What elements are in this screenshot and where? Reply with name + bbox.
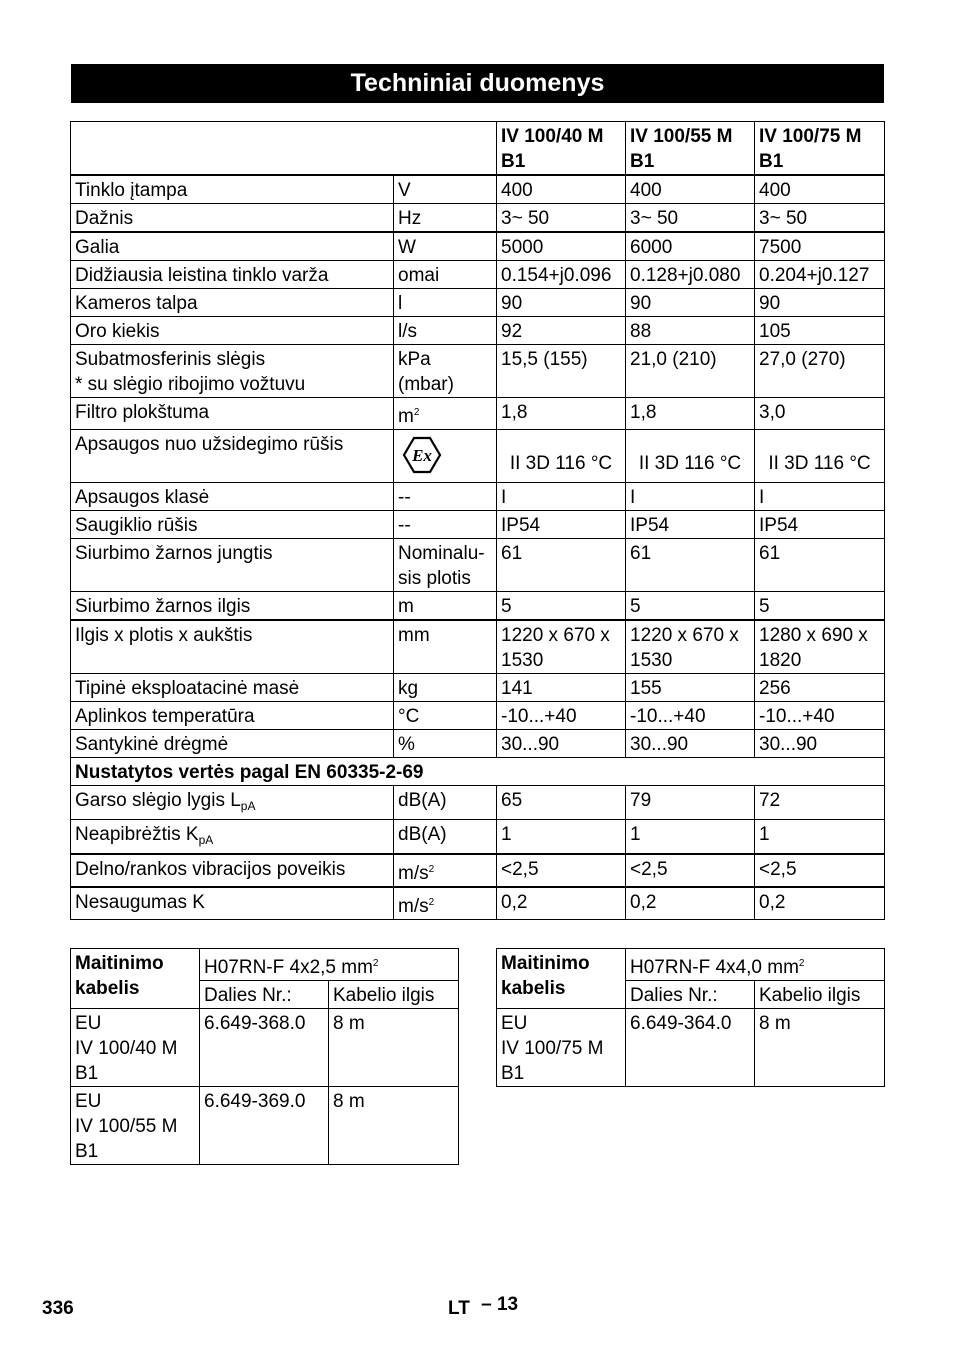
cable-head: Maitinimo kabelis	[497, 949, 626, 1009]
row-value: II 3D 116 °C	[626, 430, 755, 483]
table-row	[71, 175, 885, 204]
row-unit: --	[394, 511, 497, 539]
row-value: 21,0 (210)	[626, 345, 755, 398]
row-label-line: Subatmosferinis slėgis	[75, 349, 266, 370]
column-header: Kabelio ilgis	[755, 981, 885, 1009]
row-value: 3,0	[755, 398, 885, 430]
sub-page-number: 13	[496, 1294, 519, 1315]
table-header-row	[71, 122, 885, 176]
row-value: 1220 x 670 x 1530	[497, 620, 626, 674]
table-row	[71, 592, 885, 621]
row-label: Filtro plokštuma	[71, 398, 394, 430]
technical-data-table	[70, 121, 885, 920]
row-value: 155	[626, 674, 755, 702]
page-number: 336	[42, 1298, 74, 1319]
page-title: Techniniai duomenys	[71, 64, 884, 103]
row-value: 61	[497, 539, 626, 592]
table-row	[71, 483, 885, 511]
table-row	[71, 204, 885, 233]
cable-length: 8 m	[755, 1009, 885, 1087]
row-label: Siurbimo žarnos jungtis	[71, 539, 394, 592]
row-value: <2,5	[626, 854, 755, 887]
row-value: 5	[626, 592, 755, 621]
table-row	[71, 289, 885, 317]
row-value: IP54	[497, 511, 626, 539]
model-header: IV 100/40 M B1	[497, 122, 626, 176]
row-value: IP54	[755, 511, 885, 539]
row-value: 7500	[755, 232, 885, 261]
row-label: Didžiausia leistina tinklo varža	[71, 261, 394, 289]
row-value: 1	[626, 820, 755, 855]
row-value: <2,5	[497, 854, 626, 887]
power-cable-table-right	[496, 948, 885, 1087]
row-value: 400	[497, 175, 626, 204]
row-value: 3~ 50	[497, 204, 626, 233]
cable-model	[71, 1087, 200, 1165]
table-row	[71, 539, 885, 592]
row-value: 5	[497, 592, 626, 621]
row-label: Apsaugos klasė	[71, 483, 394, 511]
cable-type-text: H07RN-F 4x4,0 mm	[630, 957, 799, 978]
row-value: IP54	[626, 511, 755, 539]
row-label: Oro kiekis	[71, 317, 394, 345]
row-unit	[394, 398, 497, 430]
table-row	[71, 511, 885, 539]
cable-type	[200, 949, 459, 981]
row-value: 1,8	[626, 398, 755, 430]
table-row	[71, 1009, 459, 1087]
label-text: Garso slėgio lygis L	[75, 790, 241, 811]
cable-region: EU	[501, 1013, 528, 1034]
row-label: Dažnis	[71, 204, 394, 233]
column-header: Dalies Nr.:	[200, 981, 329, 1009]
cable-region: EU	[75, 1013, 102, 1034]
row-value: 61	[755, 539, 885, 592]
row-value: 65	[497, 786, 626, 820]
row-value: 0.128+j0.080	[626, 261, 755, 289]
table-row	[71, 232, 885, 261]
row-label: Santykinė drėgmė	[71, 730, 394, 758]
row-value: 3~ 50	[626, 204, 755, 233]
unit-superscript: 2	[428, 864, 435, 875]
label-subscript: pA	[198, 833, 214, 847]
row-value: 141	[497, 674, 626, 702]
ex-explosion-protection-icon	[402, 436, 442, 474]
footer-separator: –	[481, 1294, 492, 1315]
row-value: 92	[497, 317, 626, 345]
footer-language	[448, 1294, 519, 1320]
row-value: 0.204+j0.127	[755, 261, 885, 289]
column-header: Kabelio ilgis	[329, 981, 459, 1009]
row-unit: m	[394, 592, 497, 621]
table-row	[71, 674, 885, 702]
row-unit	[394, 430, 497, 483]
cable-type-superscript: 2	[798, 958, 805, 969]
section-header-row	[71, 758, 885, 786]
row-unit: dB(A)	[394, 786, 497, 820]
table-row	[71, 887, 885, 920]
row-unit: dB(A)	[394, 820, 497, 855]
header-empty-cell	[71, 122, 497, 176]
cable-length: 8 m	[329, 1009, 459, 1087]
table-row	[71, 730, 885, 758]
table-row	[71, 820, 885, 855]
row-unit: V	[394, 175, 497, 204]
row-unit: kg	[394, 674, 497, 702]
row-unit: Hz	[394, 204, 497, 233]
row-value: -10...+40	[755, 702, 885, 730]
svg-text:Ex: Ex	[412, 446, 432, 465]
unit-text: m/s	[398, 863, 429, 884]
row-value: 90	[626, 289, 755, 317]
row-label: Galia	[71, 232, 394, 261]
row-value: -10...+40	[626, 702, 755, 730]
cable-type	[626, 949, 885, 981]
row-label: Apsaugos nuo užsidegimo rūšis	[71, 430, 394, 483]
row-value: 30...90	[755, 730, 885, 758]
section-header: Nustatytos vertės pagal EN 60335-2-69	[71, 758, 885, 786]
cable-part-number: 6.649-368.0	[200, 1009, 329, 1087]
row-value: 1	[497, 820, 626, 855]
row-label: Tipinė eksploatacinė masė	[71, 674, 394, 702]
row-value: I	[626, 483, 755, 511]
row-value: 400	[755, 175, 885, 204]
table-row	[71, 854, 885, 887]
row-unit: l/s	[394, 317, 497, 345]
table-row	[71, 702, 885, 730]
power-cable-table-left	[70, 948, 459, 1165]
unit-superscript: 2	[428, 897, 435, 908]
row-unit	[394, 345, 497, 398]
cable-model-name: IV 100/40 M B1	[75, 1038, 178, 1084]
row-value: I	[497, 483, 626, 511]
row-unit-line: (mbar)	[398, 374, 454, 395]
row-value: 5	[755, 592, 885, 621]
row-unit	[394, 887, 497, 920]
row-value: 90	[497, 289, 626, 317]
row-value: 1,8	[497, 398, 626, 430]
row-unit	[394, 854, 497, 887]
row-label-note: * su slėgio ribojimo vožtuvu	[75, 374, 306, 395]
row-value: 15,5 (155)	[497, 345, 626, 398]
cable-part-number: 6.649-369.0	[200, 1087, 329, 1165]
row-value: 0,2	[755, 887, 885, 920]
row-unit-line: sis plotis	[398, 568, 471, 589]
row-value: 5000	[497, 232, 626, 261]
row-unit-line: kPa	[398, 349, 431, 370]
row-value: I	[755, 483, 885, 511]
cable-region: EU	[75, 1091, 102, 1112]
table-row	[71, 949, 459, 981]
table-row	[71, 430, 885, 483]
row-label: Ilgis x plotis x aukštis	[71, 620, 394, 674]
row-value: 79	[626, 786, 755, 820]
row-unit: l	[394, 289, 497, 317]
row-value: -10...+40	[497, 702, 626, 730]
table-row	[71, 345, 885, 398]
row-unit: W	[394, 232, 497, 261]
row-value: 105	[755, 317, 885, 345]
row-value: 256	[755, 674, 885, 702]
row-value: 72	[755, 786, 885, 820]
row-label: Aplinkos temperatūra	[71, 702, 394, 730]
cable-model	[497, 1009, 626, 1087]
row-value: 0,2	[626, 887, 755, 920]
cable-length: 8 m	[329, 1087, 459, 1165]
table-row	[71, 398, 885, 430]
column-header: Dalies Nr.:	[626, 981, 755, 1009]
row-label: Saugiklio rūšis	[71, 511, 394, 539]
table-row	[71, 317, 885, 345]
row-value: 0,2	[497, 887, 626, 920]
cable-type-text: H07RN-F 4x2,5 mm	[204, 957, 373, 978]
row-unit: omai	[394, 261, 497, 289]
table-row	[71, 786, 885, 820]
row-value: 88	[626, 317, 755, 345]
unit-text: m/s	[398, 896, 429, 917]
label-text: Neapibrėžtis K	[75, 824, 199, 845]
label-subscript: pA	[240, 799, 256, 813]
row-label: Siurbimo žarnos ilgis	[71, 592, 394, 621]
row-value: 0.154+j0.096	[497, 261, 626, 289]
row-value: 3~ 50	[755, 204, 885, 233]
cable-model-name: IV 100/75 M B1	[501, 1038, 604, 1084]
table-row	[71, 620, 885, 674]
row-value: 30...90	[626, 730, 755, 758]
row-label	[71, 345, 394, 398]
unit-superscript: 2	[413, 407, 420, 418]
cable-head: Maitinimo kabelis	[71, 949, 200, 1009]
table-row	[71, 1087, 459, 1165]
model-header: IV 100/75 M B1	[755, 122, 885, 176]
row-value: <2,5	[755, 854, 885, 887]
row-label: Kameros talpa	[71, 289, 394, 317]
row-value: II 3D 116 °C	[755, 430, 885, 483]
cable-type-superscript: 2	[372, 958, 379, 969]
language-code: LT	[448, 1298, 470, 1319]
row-unit: %	[394, 730, 497, 758]
row-label: Tinklo įtampa	[71, 175, 394, 204]
row-unit-line: Nominalu-	[398, 543, 485, 564]
cable-model-name: IV 100/55 M B1	[75, 1116, 178, 1162]
table-row	[497, 949, 885, 981]
cable-model	[71, 1009, 200, 1087]
cable-part-number: 6.649-364.0	[626, 1009, 755, 1087]
row-value: 30...90	[497, 730, 626, 758]
row-unit: mm	[394, 620, 497, 674]
row-value: 1280 x 690 x 1820	[755, 620, 885, 674]
row-label: Delno/rankos vibracijos poveikis	[71, 854, 394, 887]
row-unit: --	[394, 483, 497, 511]
row-label: Nesaugumas K	[71, 887, 394, 920]
row-unit	[394, 539, 497, 592]
row-value: II 3D 116 °C	[497, 430, 626, 483]
row-value: 1220 x 670 x 1530	[626, 620, 755, 674]
row-label	[71, 820, 394, 855]
row-value: 27,0 (270)	[755, 345, 885, 398]
row-value: 400	[626, 175, 755, 204]
model-header: IV 100/55 M B1	[626, 122, 755, 176]
unit-text: m	[398, 406, 414, 427]
row-value: 90	[755, 289, 885, 317]
row-value: 6000	[626, 232, 755, 261]
row-value: 61	[626, 539, 755, 592]
table-row	[497, 1009, 885, 1087]
row-unit: °C	[394, 702, 497, 730]
row-label	[71, 786, 394, 820]
row-value: 1	[755, 820, 885, 855]
table-row	[71, 261, 885, 289]
